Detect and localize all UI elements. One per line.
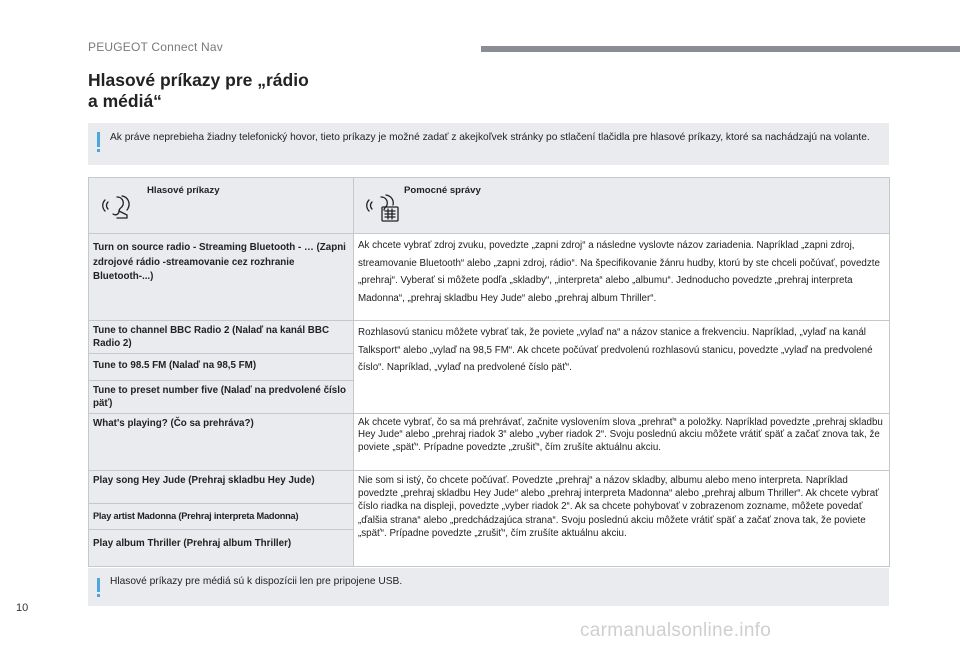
command-cell — [89, 504, 354, 530]
page-number: 10 — [16, 602, 29, 614]
command-text: Tune to 98.5 FM (Nalaď na 98,5 FM) — [93, 360, 257, 371]
table-row — [89, 234, 890, 321]
command-cell — [89, 321, 354, 354]
table-row — [89, 321, 890, 354]
command-cell — [89, 234, 354, 321]
info-note-top — [88, 123, 889, 165]
manual-header-title: PEUGEOT Connect Nav — [88, 40, 223, 54]
command-text: Tune to preset number five (Nalaď na predvolené číslo päť) — [93, 385, 346, 409]
help-text: Rozhlasovú stanicu môžete vybrať tak, že poviete „vylaď na“ a názov stanice a frekvenciu. Napríklad, „vylaď na kanál Talksport“ alebo „vylaď na 98,5 FM“. Ak chcete počúvať predvolenú rozhlasovú stanicu, povedzte „vylaď na predvolené číslo“. Napríklad, „vylaď na predvolené číslo päť“. — [358, 327, 873, 373]
help-cell — [354, 414, 890, 471]
voice-command-icon — [101, 188, 135, 222]
voice-commands-table — [88, 177, 890, 567]
help-text: Ak chcete vybrať, čo sa má prehrávať, začnite vyslovením slova „prehrať“ a položky. Napríklad povedzte „prehraj skladbu Hey Jude“ alebo „prehraj riadok 3“ alebo „vyber riadok 2“. Svoju poslednú akciu môžete vrátiť späť a začať znova tak, že poviete „späť“. Prípadne povedzte „zrušiť“, čím zrušíte aktuálnu akciu. — [358, 417, 883, 453]
command-text: Play album Thriller (Prehraj album Thriller) — [93, 538, 292, 549]
table-header-row — [89, 178, 890, 234]
command-cell — [89, 471, 354, 504]
watermark: carmanualsonline.info — [580, 620, 772, 641]
command-cell — [89, 414, 354, 471]
table-header-help — [354, 178, 890, 234]
info-icon — [96, 132, 102, 152]
header-divider-bar — [481, 46, 960, 52]
help-column-header: Pomocné správy — [404, 185, 481, 196]
command-text: What's playing? (Čo sa prehráva?) — [93, 418, 254, 429]
page-title — [88, 70, 508, 112]
voice-help-icon — [366, 188, 400, 222]
help-text: Ak chcete vybrať zdroj zvuku, povedzte „zapni zdroj“ a následne vyslovte názov zariadenia. Napríklad „zapni zdroj, streamovanie Bluetooth“ alebo „zapni zdroj, rádio“. Na špecifikovanie žánru hudby, ktorú by ste chceli počúvať, povedzte „prehraj“. Vyberať si môžete podľa „skladby“, „interpreta“ alebo „albumu“. Jednoducho povedzte „prehraj interpreta Madonna“, „prehraj skladbu Hey Jude“ alebo „prehraj album Thriller“. — [358, 240, 880, 304]
help-text: Nie som si istý, čo chcete počúvať. Povedzte „prehraj“ a názov skladby, albumu alebo meno interpreta. Napríklad povedzte „prehraj skladbu Hey Jude“ alebo „prehraj interpreta Madonna“ alebo „prehraj album Thriller“. Ak chcete vybrať číslo riadka na displeji, povedzte „vyber riadok 2“. Ak sa chcete pohybovať v zobrazenom zozname, môžete povedať „ďalšia strana“ alebo „predchádzajúca strana“. Svoju poslednú akciu môžete vrátiť späť a začať znova tak, že poviete „späť“. Prípadne povedzte „zrušiť“, čím zrušíte aktuálnu akciu. — [358, 475, 879, 539]
command-text: Play song Hey Jude (Prehraj skladbu Hey Jude) — [93, 475, 315, 486]
help-cell — [354, 321, 890, 414]
page-title-line-1: Hlasové príkazy pre „rádio — [88, 70, 309, 90]
commands-column-header: Hlasové príkazy — [147, 185, 220, 196]
table-row — [89, 414, 890, 471]
table-header-commands — [89, 178, 354, 234]
help-cell — [354, 471, 890, 567]
help-cell — [354, 234, 890, 321]
info-note-bottom-text: Hlasové príkazy pre médiá sú k dispozícii len pre pripojene USB. — [110, 576, 403, 587]
command-text: Tune to channel BBC Radio 2 (Nalaď na kanál BBC Radio 2) — [93, 325, 330, 349]
info-note-bottom — [88, 568, 889, 606]
page-title-line-2: a médiá“ — [88, 91, 162, 111]
info-icon — [96, 578, 102, 597]
command-text: Play artist Madonna (Prehraj interpreta Madonna) — [93, 511, 299, 521]
command-cell — [89, 354, 354, 381]
command-cell — [89, 530, 354, 567]
command-cell — [89, 381, 354, 414]
command-text: Turn on source radio - Streaming Bluetooth - … (Zapni zdrojové rádio -streamovanie cez rozhranie Bluetooth-...) — [93, 242, 346, 282]
table-row — [89, 471, 890, 504]
info-note-top-text: Ak práve neprebieha žiadny telefonický hovor, tieto príkazy je možné zadať z akejkoľvek stránky po stlačení tlačidla pre hlasové príkazy, ktoré sa nachádzajú na volante. — [110, 132, 870, 143]
